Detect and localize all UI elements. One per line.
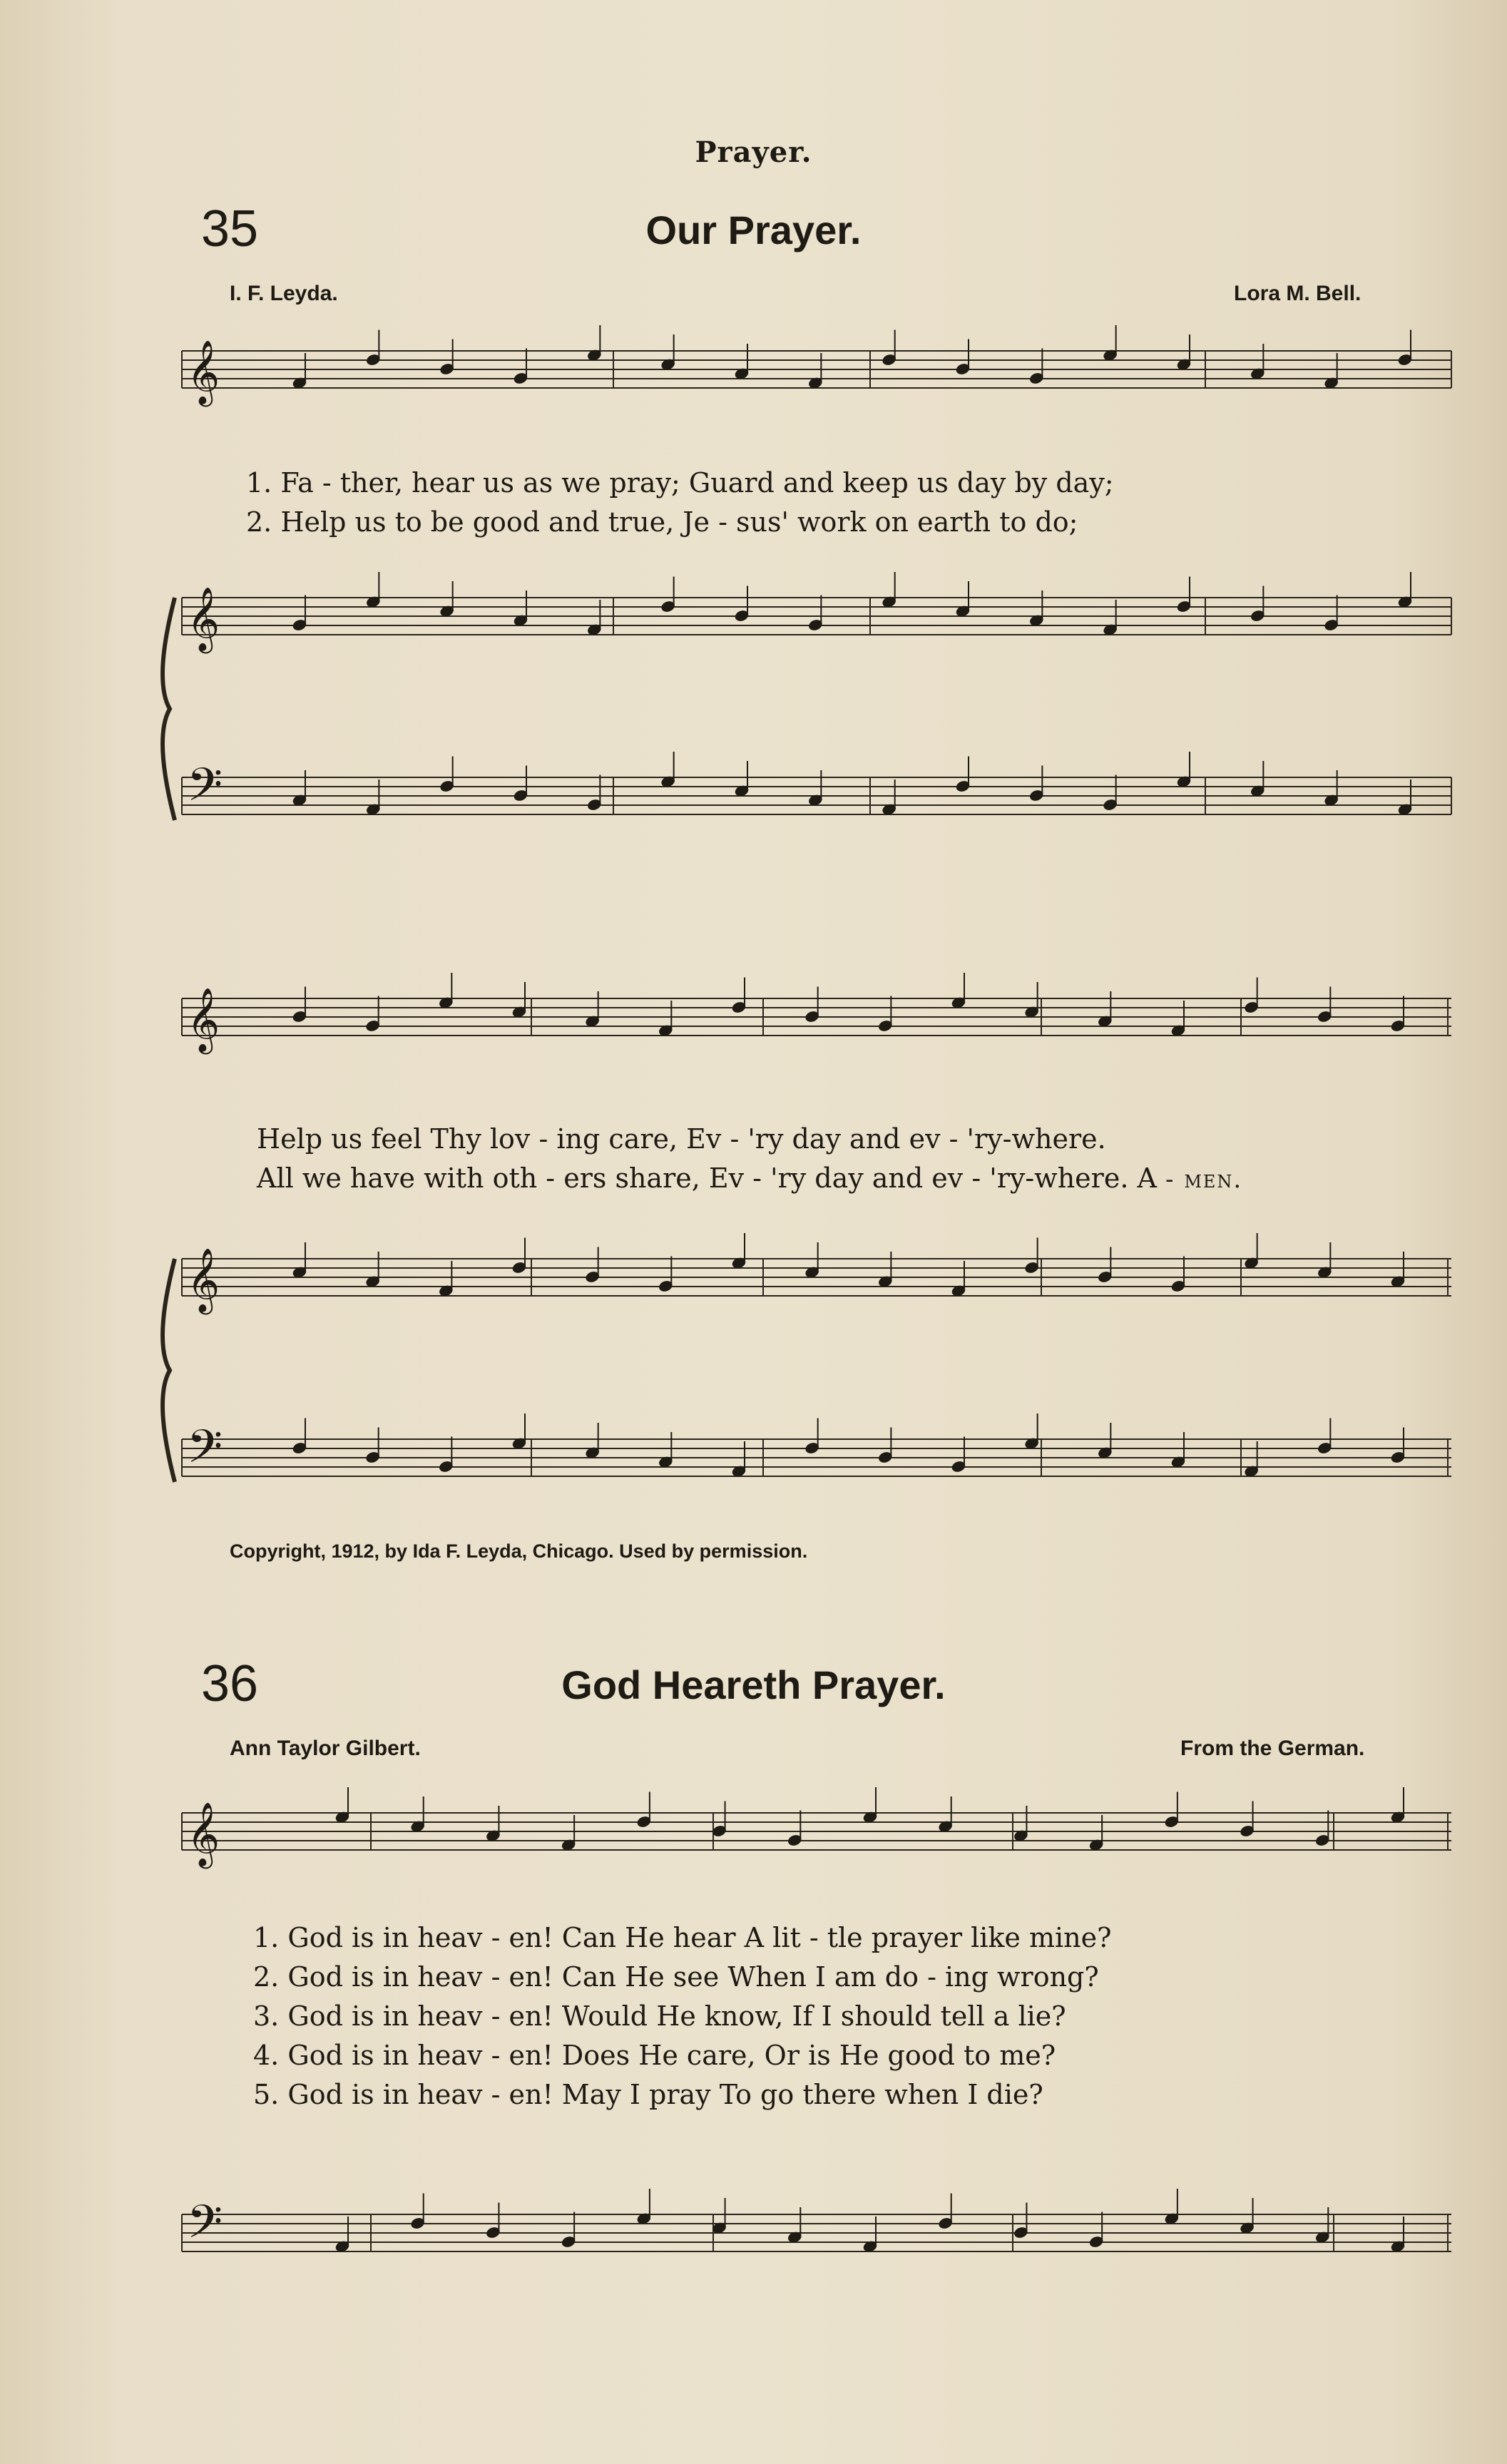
hymn-35-title: Our Prayer. [645,208,862,252]
hymn-35-notes-treble-1 [292,572,1412,636]
hymn-35-lyric-verse-1: 1. Fa - ther, hear us as we pray; Guard and keep us day by day; [246,467,1114,499]
hymn-35-notes-melody-2 [292,973,1405,1037]
hymn-36-title: God Heareth Prayer. [561,1662,946,1707]
bass-clef-icon: 𝄢 [187,759,223,823]
hymn-35-notes-treble-2 [292,1233,1405,1297]
hymn-35-notes-bass-2 [292,1414,1405,1478]
hymn-36-staff-bass [182,2214,1451,2251]
treble-clef-icon: 𝄞 [187,340,220,404]
bass-clef-icon: 𝄢 [187,2196,223,2260]
hymn-35-lyric-verse-2: 2. Help us to be good and true, Je - sus' work on earth to do; [246,506,1078,538]
hymn-35-lyric-line-4-text: All we have with oth - ers share, Ev - 'ry day and ev - 'ry-where. A [257,1162,1157,1194]
brace-icon [163,598,175,820]
hymn-36-lyric-verse-2: 2. God is in heav - en! Can He see When I am do - ing wrong? [253,1961,1099,1993]
treble-clef-icon: 𝄞 [187,587,220,651]
hymn-36-number: 36 [201,1655,259,1712]
hymn-35-notes-bass-1 [292,752,1412,816]
hymn-36-lyric-verse-5: 5. God is in heav - en! May I pray To go there when I die? [253,2079,1043,2110]
amen-text: - men. [1165,1165,1243,1194]
page-header: Prayer. [695,136,812,169]
hymn-35-number: 35 [201,200,259,257]
hymn-36-notes-melody [334,1787,1405,1851]
hymn-36-lyric-verse-3: 3. God is in heav - en! Would He know, If I should tell a lie? [253,2000,1066,2032]
treble-clef-icon: 𝄞 [187,1248,220,1312]
hymn-36-notes-bass [334,2189,1405,2253]
hymn-36-lyric-verse-4: 4. God is in heav - en! Does He care, Or is He good to me? [253,2040,1056,2071]
hymn-36-lyric-verse-1: 1. God is in heav - en! Can He hear A lit - tle prayer like mine? [253,1922,1112,1953]
hymn-35-lyric-line-3: Help us feel Thy lov - ing care, Ev - 'ry day and ev - 'ry-where. [257,1123,1106,1155]
hymn-35-composer: Lora M. Bell. [1234,282,1362,305]
hymn-35-lyricist: I. F. Leyda. [230,282,338,305]
hymn-36-staff-melody [182,1813,1451,1850]
hymn-35-notes-melody-1 [292,325,1412,389]
treble-clef-icon: 𝄞 [187,988,220,1052]
hymn-36-composer: From the German. [1180,1737,1365,1760]
treble-clef-icon: 𝄞 [187,1802,220,1866]
bass-clef-icon: 𝄢 [187,1421,223,1485]
hymn-35-copyright: Copyright, 1912, by Ida F. Leyda, Chicago. Used by permission. [230,1540,808,1562]
brace-icon [163,1259,175,1482]
hymn-36-lyricist: Ann Taylor Gilbert. [230,1737,421,1760]
